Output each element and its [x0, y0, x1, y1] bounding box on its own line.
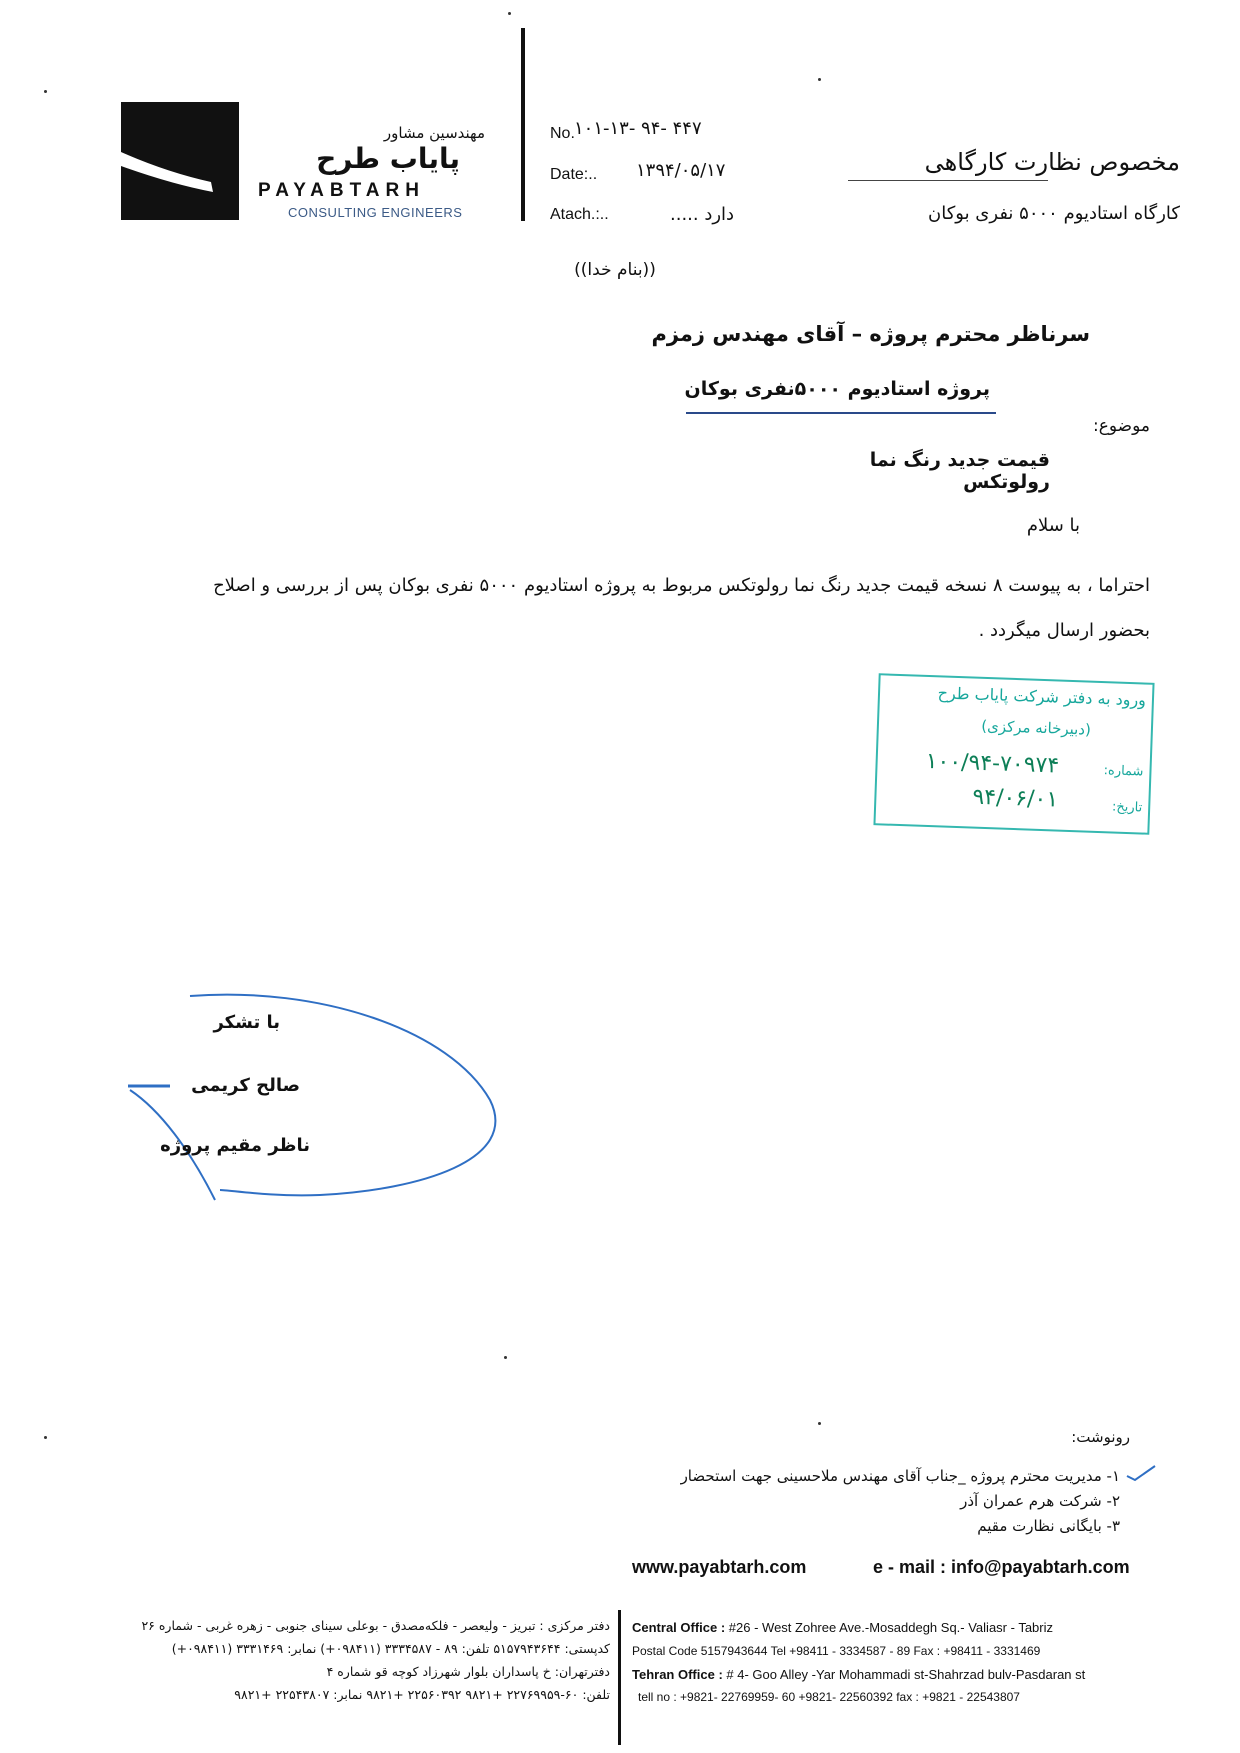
scan-speck [44, 1436, 47, 1439]
scan-speck [818, 78, 821, 81]
stamp-number-label: شماره: [1103, 763, 1144, 780]
header-divider [521, 28, 525, 221]
cc-item: ۳- بایگانی نظارت مقیم [977, 1517, 1120, 1535]
scan-speck [818, 1422, 821, 1425]
tehran-office-address: # 4- Goo Alley -Yar Mohammadi st-Shahrzad bulv-Pasdaran st [722, 1667, 1086, 1682]
letter-number: ۱۰۱-۱۳- ۹۴- ۴۴۷ [574, 118, 702, 139]
project-underline [686, 412, 996, 414]
firm-name-en: PAYABTARH [258, 180, 425, 201]
footer-tehran-office [632, 1667, 1085, 1682]
subject-text: قیمت جدید رنگ نما رولوتکس [869, 449, 1050, 493]
firm-logo [121, 102, 239, 220]
supervision-title: مخصوص نظارت کارگاهی [924, 148, 1180, 176]
firm-name-fa: پایاب طرح [316, 142, 460, 175]
supervision-underline [848, 180, 1048, 181]
attachment-value: دارد ..... [670, 204, 735, 225]
central-office-label: Central Office : [632, 1620, 726, 1635]
scan-speck [44, 90, 47, 93]
project-name: پروژه استادیوم ۵۰۰۰نفری بوکان [684, 378, 990, 400]
stamp-title: ورود به دفتر شرکت پایاب طرح [937, 683, 1147, 710]
footer-phone-fa: کدپستی: ۵۱۵۷۹۴۳۶۴۴ تلفن: ۸۹ - ۳۳۳۴۵۸۷ (۰۹۸۴۱۱+) نمابر: ۳۳۳۱۴۶۹ (۰۹۸۴۱۱+) [171, 1641, 610, 1656]
signer-name: صالح کریمی [191, 1075, 300, 1096]
footer-tehran-address-fa: دفترتهران: خ پاسداران بلوار شهرزاد کوچه قو شماره ۴ [326, 1664, 610, 1679]
firm-label-fa: مهندسین مشاور [383, 124, 485, 142]
letter-date-label: Date:.. [550, 166, 598, 183]
cc-label: رونوشت: [1071, 1428, 1130, 1446]
stamp-date: ۹۴/۰۶/۰۱ [972, 784, 1059, 813]
scan-speck [508, 12, 511, 15]
footer-divider [618, 1610, 621, 1745]
subject-label: موضوع: [1093, 416, 1150, 436]
closing: با تشکر [213, 1012, 280, 1033]
letter-date: ۱۳۹۴/۰۵/۱۷ [636, 160, 726, 181]
scan-speck [504, 1356, 507, 1359]
greeting: با سلام [1026, 515, 1080, 536]
body-text-line-2: بحضور ارسال میگردد . [978, 620, 1150, 641]
website-link[interactable]: www.payabtarh.com [632, 1557, 807, 1577]
cc-item: ۲- شرکت هرم عمران آذر [960, 1492, 1120, 1510]
signer-title: ناظر مقیم پروژه [160, 1135, 310, 1156]
letter-number-label: No. [550, 125, 575, 142]
stamp-number: ۱۰۰/۹۴-۷۰۹۷۴ [925, 748, 1060, 779]
email-link[interactable]: e - mail : info@payabtarh.com [873, 1557, 1130, 1577]
footer-address-fa: دفتر مرکزی : تبریز - ولیعصر - فلکه‌مصدق - بوعلی سینای جنوبی - زهره غربی - شماره ۲۶ [141, 1618, 610, 1633]
receipt-stamp [873, 673, 1154, 835]
tehran-office-label: Tehran Office : [632, 1667, 723, 1682]
cc-item: ۱- مدیریت محترم پروژه _جناب آقای مهندس ملاحسینی جهت استحضار [680, 1467, 1120, 1485]
central-office-address: #26 - West Zohree Ave.-Mosaddegh Sq.- Valiasr - Tabriz [725, 1620, 1053, 1635]
attachment-label: Atach.:.. [550, 206, 609, 223]
firm-subtitle-en: CONSULTING ENGINEERS [288, 205, 463, 220]
basmala: ((بنام خدا)) [574, 260, 656, 280]
footer-tel-line: tell no : +9821- 22769959- 60 +9821- 22560392 fax : +9821 - 22543807 [638, 1690, 1020, 1704]
footer-postal-line: Postal Code 5157943644 Tel +98411 - 3334587 - 89 Fax : +98411 - 3331469 [632, 1644, 1041, 1658]
recipient: سرناظر محترم پروژه – آقای مهندس زمزم [651, 322, 1090, 346]
footer-central-office [632, 1620, 1053, 1635]
workshop-line: کارگاه استادیوم ۵۰۰۰ نفری بوکان [928, 203, 1180, 224]
stamp-date-label: تاریخ: [1111, 799, 1143, 816]
footer-tehran-phone-fa: تلفن: ۶۰-۲۲۷۶۹۹۵۹ +۹۸۲۱ ۲۲۵۶۰۳۹۲ +۹۸۲۱ نمابر: ۲۲۵۴۳۸۰۷ +۹۸۲۱ [234, 1687, 610, 1702]
check-icon [1125, 1462, 1157, 1482]
stamp-subtitle: (دبیرخانه مرکزی) [980, 716, 1092, 739]
body-text-line-1: احتراما ، به پیوست ۸ نسخه قیمت جدید رنگ نما رولوتکس مربوط به پروژه استادیوم ۵۰۰۰ نفری بوکان پس از بررسی و اصلاح [213, 575, 1150, 596]
handwritten-signature [120, 990, 500, 1220]
